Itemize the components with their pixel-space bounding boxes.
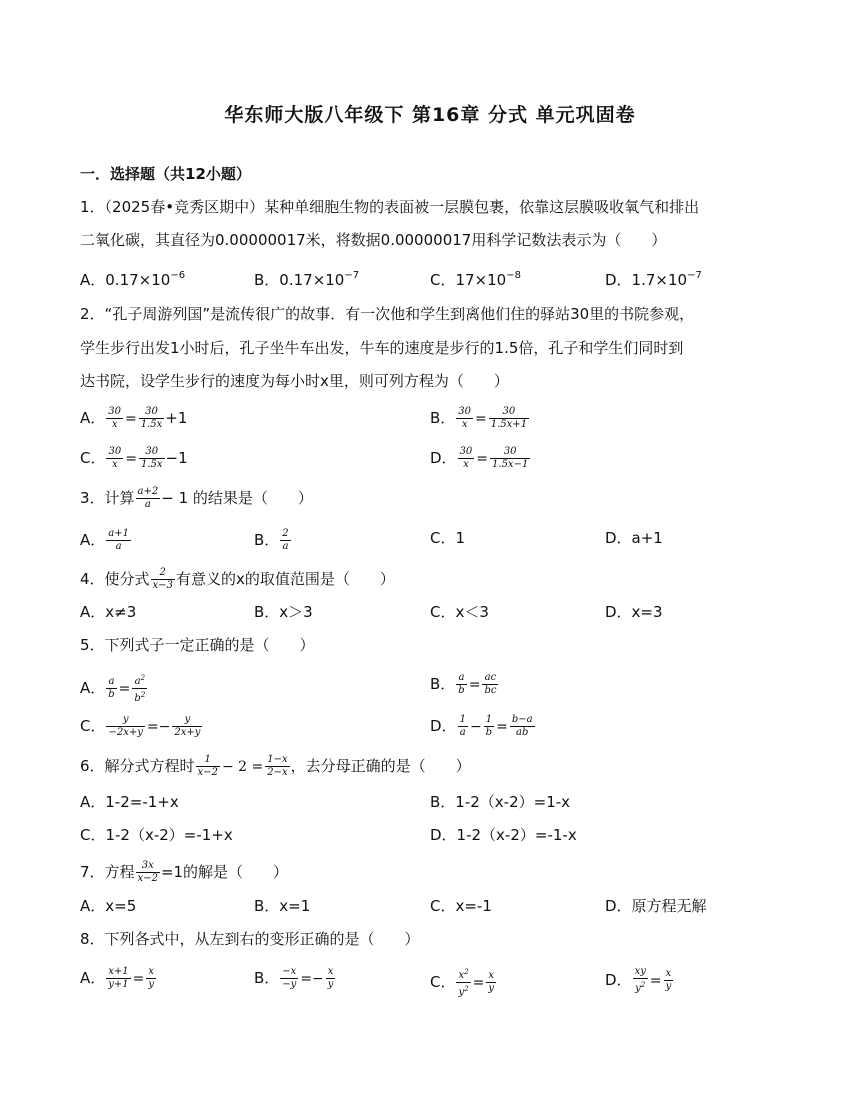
q7-option-d: D．原方程无解 (605, 897, 707, 915)
fraction: $\frac{30}{x}$ (108, 406, 121, 430)
q5-stem: 5．下列式子一定正确的是（ ） (80, 636, 315, 654)
q5-option-a: A． $\frac{a}{b}$ = $\frac{a^2}{b^2}$ (80, 674, 146, 704)
q6-option-d: D．1-2（x-2）=-1-x (430, 826, 577, 844)
q2-option-a: A． $\frac{30}{x}$ = $\frac{30}{1.5x}$ +1 (80, 406, 188, 430)
fraction: $\frac{y}{2x+y}$ (174, 714, 201, 738)
q3-option-c: C．1 (430, 529, 466, 547)
q4-option-c: C．x＜3 (430, 603, 489, 621)
q3-stem: 3．计算 $\frac{a+2}{a}$ − 1 的结果是（ ） (80, 486, 313, 510)
fraction: $\frac{a^2}{b^2}$ (134, 674, 146, 704)
fraction: $\frac{30}{x}$ (458, 406, 472, 430)
q3-option-a: A． $\frac{a+1}{a}$ (80, 528, 129, 552)
fraction: $\frac{b-a}{ab}$ (511, 714, 533, 738)
fraction: $\frac{ac}{bc}$ (484, 672, 497, 696)
fraction: $\frac{30}{x}$ (459, 446, 473, 470)
q3-option-b: B． $\frac{2}{a}$ (254, 528, 289, 552)
fraction: $\frac{x}{y}$ (488, 970, 494, 994)
fraction: $\frac{a+2}{a}$ (137, 486, 159, 510)
fraction: $\frac{-x}{-y}$ (282, 966, 297, 990)
q7-option-c: C．x=-1 (430, 897, 492, 915)
fraction: $\frac{30}{1.5x-1}$ (492, 446, 529, 470)
q4-stem: 4．使分式 $\frac{2}{x-3}$ 有意义的x的取值范围是（ ） (80, 567, 395, 591)
page-title: 华东师大版八年级下 第16章 分式 单元巩固卷 (224, 104, 636, 126)
q5-option-d: D． $\frac{1}{a}$ − $\frac{1}{b}$ = $\frac{b-a}{ab}$ (430, 714, 533, 738)
q5-option-b: B． $\frac{a}{b}$ = $\frac{ac}{bc}$ (430, 672, 497, 696)
q2-option-c: C． $\frac{30}{x}$ = $\frac{30}{1.5x}$ −1 (80, 446, 188, 470)
fraction: $\frac{2}{a}$ (282, 528, 289, 552)
fraction: $\frac{a+1}{a}$ (108, 528, 129, 552)
fraction: $\frac{1}{a}$ (459, 714, 466, 738)
q6-stem: 6．解分式方程时 $\frac{1}{x-2}$ − 2 = $\frac{1-x}{2-x}$ ，去分母正确的是（ ） (80, 754, 471, 778)
q2-line2: 学生步行出发1小时后，孔子坐牛车出发，牛车的速度是步行的1.5倍，孔子和学生们同时到 (80, 339, 684, 357)
fraction: $\frac{xy}{y^2}$ (634, 966, 646, 994)
q3-option-d: D．a+1 (605, 529, 663, 547)
fraction: $\frac{a}{b}$ (108, 676, 115, 700)
fraction: $\frac{3x}{x-2}$ (137, 860, 158, 884)
section-heading: 一．选择题（共12小题） (80, 165, 251, 183)
q8-stem: 8．下列各式中，从左到右的变形正确的是（ ） (80, 930, 420, 948)
q1-option-b: B．$0.17\times 10^{-7}$ (254, 270, 360, 289)
q6-option-a: A．1-2=-1+x (80, 793, 179, 811)
q5-option-c: C． $\frac{y}{-2x+y}$ =− $\frac{y}{2x+y}$ (80, 714, 201, 738)
q1-line1: 1．（2025春•竞秀区期中）某种单细胞生物的表面被一层膜包裹，依靠这层膜吸收氧气和排出 (80, 198, 700, 216)
fraction: $\frac{x}{y}$ (327, 966, 334, 990)
q1-option-a: A．$0.17\times 10^{-6}$ (80, 270, 186, 289)
q4-option-b: B．x＞3 (254, 603, 313, 621)
q8-option-d: D． $\frac{xy}{y^2}$ = $\frac{x}{y}$ (605, 966, 672, 994)
fraction: $\frac{1}{b}$ (485, 714, 493, 738)
fraction: $\frac{2}{x-3}$ (152, 567, 173, 591)
fraction: $\frac{30}{1.5x}$ (140, 406, 163, 430)
q1-option-d: D．$1.7\times 10^{-7}$ (605, 270, 702, 289)
q8-option-b: B． $\frac{-x}{-y}$ =− $\frac{x}{y}$ (254, 966, 334, 990)
q2-line1: 2．“孔子周游列国”是流传很广的故事．有一次他和学生到离他们住的驿站30里的书院参观， (80, 305, 695, 323)
fraction: $\frac{y}{-2x+y}$ (108, 714, 143, 738)
fraction: $\frac{1-x}{2-x}$ (267, 754, 288, 778)
q4-option-a: A．x≠3 (80, 603, 137, 621)
fraction: $\frac{x+1}{y+1}$ (108, 966, 129, 990)
fraction: $\frac{x^2}{y^2}$ (458, 968, 469, 998)
fraction: $\frac{30}{1.5x}$ (140, 446, 163, 470)
fraction: $\frac{30}{1.5x+1}$ (490, 406, 528, 430)
q2-option-d: D． $\frac{30}{x}$ = $\frac{30}{1.5x-1}$ (430, 446, 529, 470)
q4-option-d: D．x=3 (605, 603, 663, 621)
q7-stem: 7．方程 $\frac{3x}{x-2}$ =1的解是（ ） (80, 860, 289, 884)
q6-option-b: B．1-2（x-2）=1-x (430, 793, 571, 811)
q8-option-c: C． $\frac{x^2}{y^2}$ = $\frac{x}{y}$ (430, 968, 494, 998)
q7-option-b: B．x=1 (254, 897, 311, 915)
q8-option-a: A． $\frac{x+1}{y+1}$ = $\frac{x}{y}$ (80, 966, 155, 990)
q6-option-c: C．1-2（x-2）=-1+x (80, 826, 233, 844)
q2-option-b: B． $\frac{30}{x}$ = $\frac{30}{1.5x+1}$ (430, 406, 528, 430)
fraction: $\frac{30}{x}$ (108, 446, 122, 470)
fraction: $\frac{a}{b}$ (458, 672, 465, 696)
q2-line3: 达书院，设学生步行的速度为每小时x里，则可列方程为（ ） (80, 372, 509, 390)
fraction: $\frac{x}{y}$ (665, 968, 672, 992)
fraction: $\frac{x}{y}$ (148, 966, 155, 990)
q1-line2: 二氧化碳，其直径为0.00000017米，将数据0.00000017用科学记数法表示为（ ） (80, 231, 667, 249)
fraction: $\frac{1}{x-2}$ (197, 754, 218, 778)
q1-option-c: C．$17\times 10^{-8}$ (430, 270, 521, 289)
q7-option-a: A．x=5 (80, 897, 137, 915)
